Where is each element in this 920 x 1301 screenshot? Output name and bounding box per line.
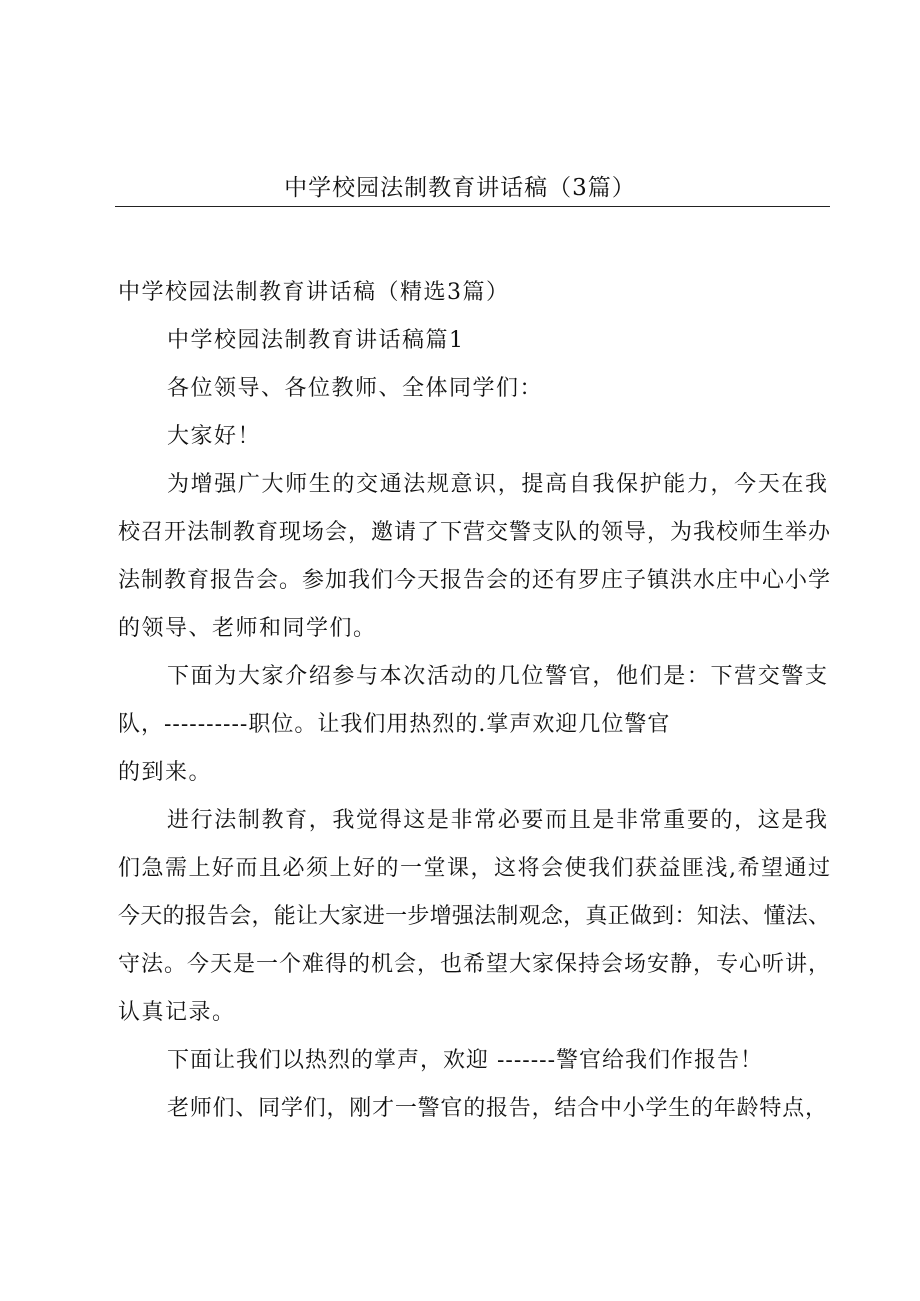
paragraph-3-line-1: 进行法制教育，我觉得这是非常必要而且是非常重要的，这是我: [167, 808, 827, 833]
document-title: 中学校园法制教育讲话稿（3篇）: [284, 175, 636, 201]
paragraph-2-line-2: 队，----------职位。让我们用热烈的.掌声欢迎几位警官: [118, 712, 671, 737]
paragraph-1-line-4: 的领导、老师和同学们。: [118, 616, 377, 641]
paragraph-3-line-3: 今天的报告会，能让大家进一步增强法制观念，真正做到：知法、懂法、: [118, 904, 830, 929]
paragraph-1-line-1: 为增强广大师生的交通法规意识，提高自我保护能力，今天在我: [167, 472, 827, 497]
greeting: 大家好！: [167, 424, 262, 449]
paragraph-3-line-5: 认真记录。: [118, 1000, 236, 1025]
paragraph-1-line-3: 法制教育报告会。参加我们今天报告会的还有罗庄子镇洪水庄中心小学: [118, 568, 830, 593]
section-heading: 中学校园法制教育讲话稿篇1: [167, 328, 465, 353]
paragraph-2-line-1: 下面为大家介绍参与本次活动的几位警官，他们是：下营交警支: [167, 664, 827, 689]
paragraph-4-line-1: 下面让我们以热烈的掌声，欢迎 -------警官给我们作报告！: [167, 1048, 764, 1073]
salutation: 各位领导、各位教师、全体同学们：: [167, 376, 544, 401]
paragraph-1-line-2: 校召开法制教育现场会，邀请了下营交警支队的领导，为我校师生举办: [118, 520, 830, 545]
paragraph-5-line-1: 老师们、同学们，刚才一警官的报告，结合中小学生的年龄特点，: [167, 1096, 827, 1121]
title-underline: [115, 206, 830, 207]
paragraph-2-line-3: 的到来。: [118, 760, 213, 785]
paragraph-3-line-4: 守法。今天是一个难得的机会，也希望大家保持会场安静，专心听讲，: [118, 952, 830, 977]
paragraph-3-line-2: 们急需上好而且必须上好的一堂课，这将会使我们获益匪浅,希望通过: [118, 856, 830, 881]
document-subtitle: 中学校园法制教育讲话稿（精选3篇）: [118, 280, 510, 305]
